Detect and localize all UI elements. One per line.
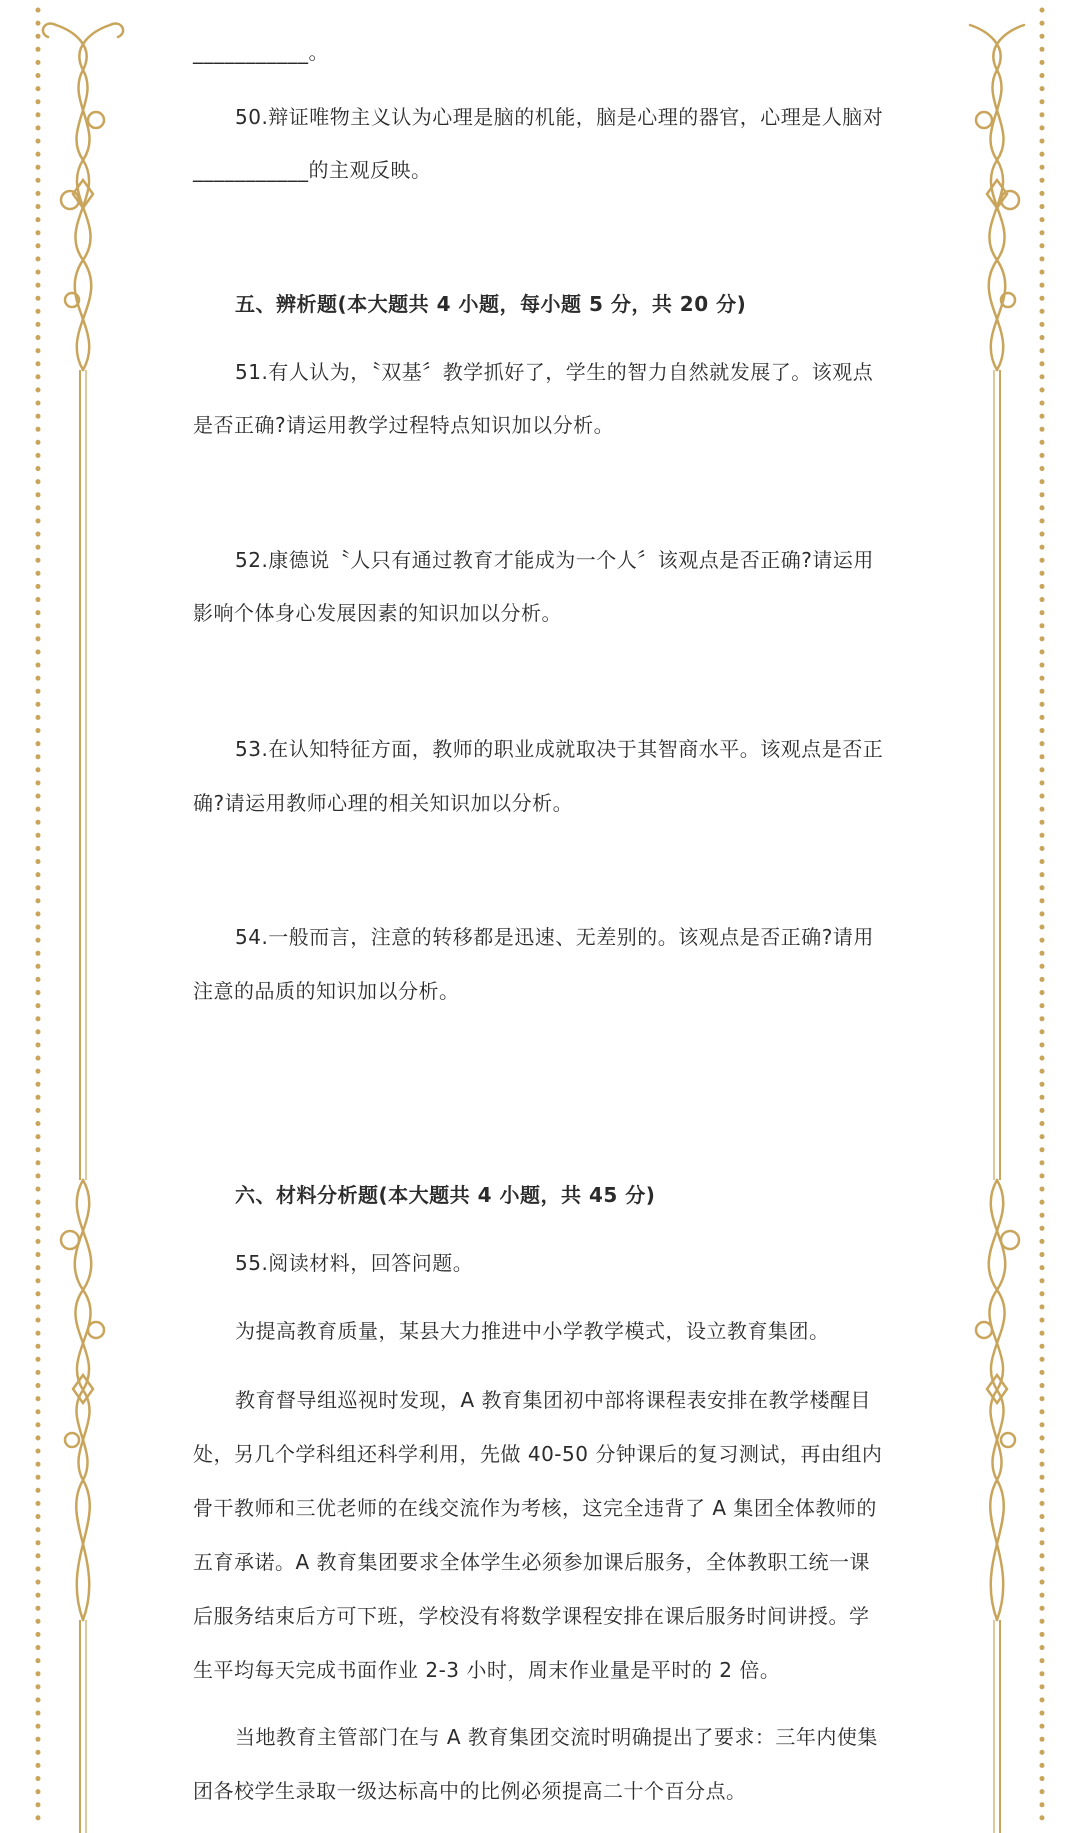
q55-para3-line: 团各校学生录取一级达标高中的比例必须提高二十个百分点。 xyxy=(193,1779,747,1803)
q55-para3-line: 当地教育主管部门在与 A 教育集团交流时明确提出了要求：三年内使集 xyxy=(235,1725,878,1749)
q55-para2-line: 生平均每天完成书面作业 2-3 小时，周末作业量是平时的 2 倍。 xyxy=(193,1658,781,1682)
q53-line2: 确?请运用教师心理的相关知识加以分析。 xyxy=(193,791,574,815)
q55-para2-line: 骨干教师和三优老师的在线交流作为考核，这完全违背了 A 集团全体教师的 xyxy=(193,1496,877,1520)
q55-para1: 为提高教育质量，某县大力推进中小学教学模式，设立教育集团。 xyxy=(235,1319,830,1343)
section5-heading: 五、辨析题(本大题共 4 小题，每小题 5 分，共 20 分) xyxy=(235,292,747,316)
q50-line1: 50.辩证唯物主义认为心理是脑的机能，脑是心理的器官，心理是人脑对 xyxy=(235,105,884,129)
q55-para2-line: 后服务结束后方可下班，学校没有将数学课程安排在课后服务时间讲授。学 xyxy=(193,1604,870,1628)
q49-tail: ___________。 xyxy=(193,40,329,64)
q55-para2-line: 五育承诺。A 教育集团要求全体学生必须参加课后服务，全体教职工统一课 xyxy=(193,1550,871,1574)
q54-line1: 54.一般而言，注意的转移都是迅速、无差别的。该观点是否正确?请用 xyxy=(235,925,874,949)
q52-line1: 52.康德说〝人只有通过教育才能成为一个人〞该观点是否正确?请运用 xyxy=(235,548,874,572)
q54-line2: 注意的品质的知识加以分析。 xyxy=(193,979,460,1003)
q51-line1: 51.有人认为，〝双基〞教学抓好了，学生的智力自然就发展了。该观点 xyxy=(235,360,874,384)
q52-line2: 影响个体身心发展因素的知识加以分析。 xyxy=(193,601,562,625)
q55-para2-line: 教育督导组巡视时发现，A 教育集团初中部将课程表安排在教学楼醒目 xyxy=(235,1388,872,1412)
q51-line2: 是否正确?请运用教学过程特点知识加以分析。 xyxy=(193,413,615,437)
q53-line1: 53.在认知特征方面，教师的职业成就取决于其智商水平。该观点是否正 xyxy=(235,737,884,761)
q55-para2-line: 处，另几个学科组还科学利用，先做 40-50 分钟课后的复习测试，再由组内 xyxy=(193,1442,883,1466)
q55-intro: 55.阅读材料，回答问题。 xyxy=(235,1251,474,1275)
section6-heading: 六、材料分析题(本大题共 4 小题，共 45 分) xyxy=(235,1183,656,1207)
decorative-border-right xyxy=(940,0,1080,1833)
q50-line2: ___________的主观反映。 xyxy=(193,158,432,182)
decorative-border-left xyxy=(0,0,140,1833)
